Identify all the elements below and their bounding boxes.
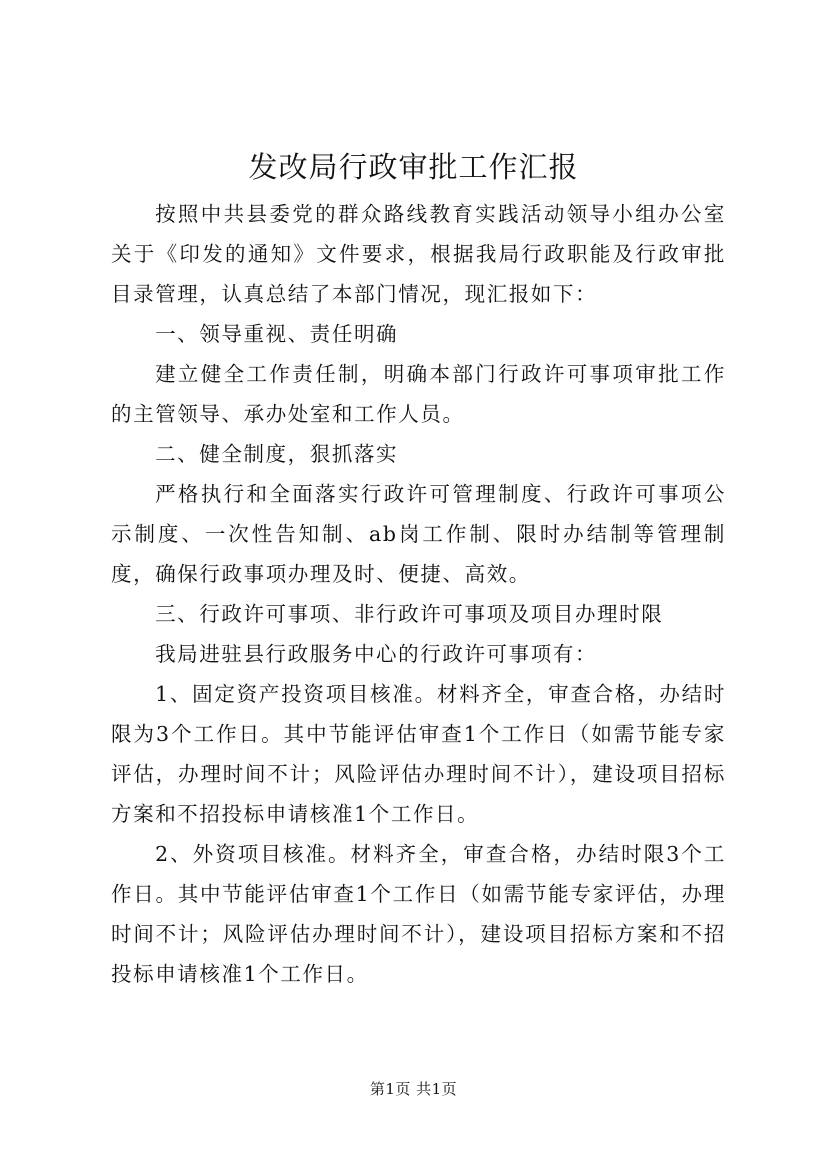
paragraph-system: 严格执行和全面落实行政许可管理制度、行政许可事项公示制度、一次性告知制、ab岗工作制、限时办结制等管理制度，确保行政事项办理及时、便捷、高效。 bbox=[111, 482, 726, 586]
section-heading-2: 二、健全制度，狠抓落实 bbox=[155, 442, 399, 466]
document-title: 发改局行政审批工作汇报 bbox=[248, 150, 579, 184]
paragraph-items-intro: 我局进驻县行政服务中心的行政许可事项有： bbox=[155, 642, 598, 666]
paragraph-intro: 按照中共县委党的群众路线教育实践活动领导小组办公室关于《印发的通知》文件要求，根据我局行政职能及行政审批目录管理，认真总结了本部门情况，现汇报如下： bbox=[111, 202, 726, 306]
section-heading-1: 一、领导重视、责任明确 bbox=[155, 322, 399, 346]
page-footer: 第1页 共1页 bbox=[369, 1080, 458, 1098]
section-heading-3: 三、行政许可事项、非行政许可事项及项目办理时限 bbox=[155, 602, 664, 626]
list-item-2: 2、外资项目核准。材料齐全，审查合格，办结时限3个工作日。其中节能评估审查1个工作日（如需节能专家评估，办理时间不计；风险评估办理时间不计），建设项目招标方案和不招投标申请核准1个工作日。 bbox=[111, 842, 726, 986]
list-item-1: 1、固定资产投资项目核准。材料齐全，审查合格，办结时限为3个工作日。其中节能评估审查1个工作日（如需节能专家评估，办理时间不计；风险评估办理时间不计），建设项目招标方案和不招投标申请核准1个工作日。 bbox=[111, 682, 726, 826]
paragraph-responsibility: 建立健全工作责任制，明确本部门行政许可事项审批工作的主管领导、承办处室和工作人员。 bbox=[111, 362, 726, 426]
document-body bbox=[111, 194, 726, 994]
